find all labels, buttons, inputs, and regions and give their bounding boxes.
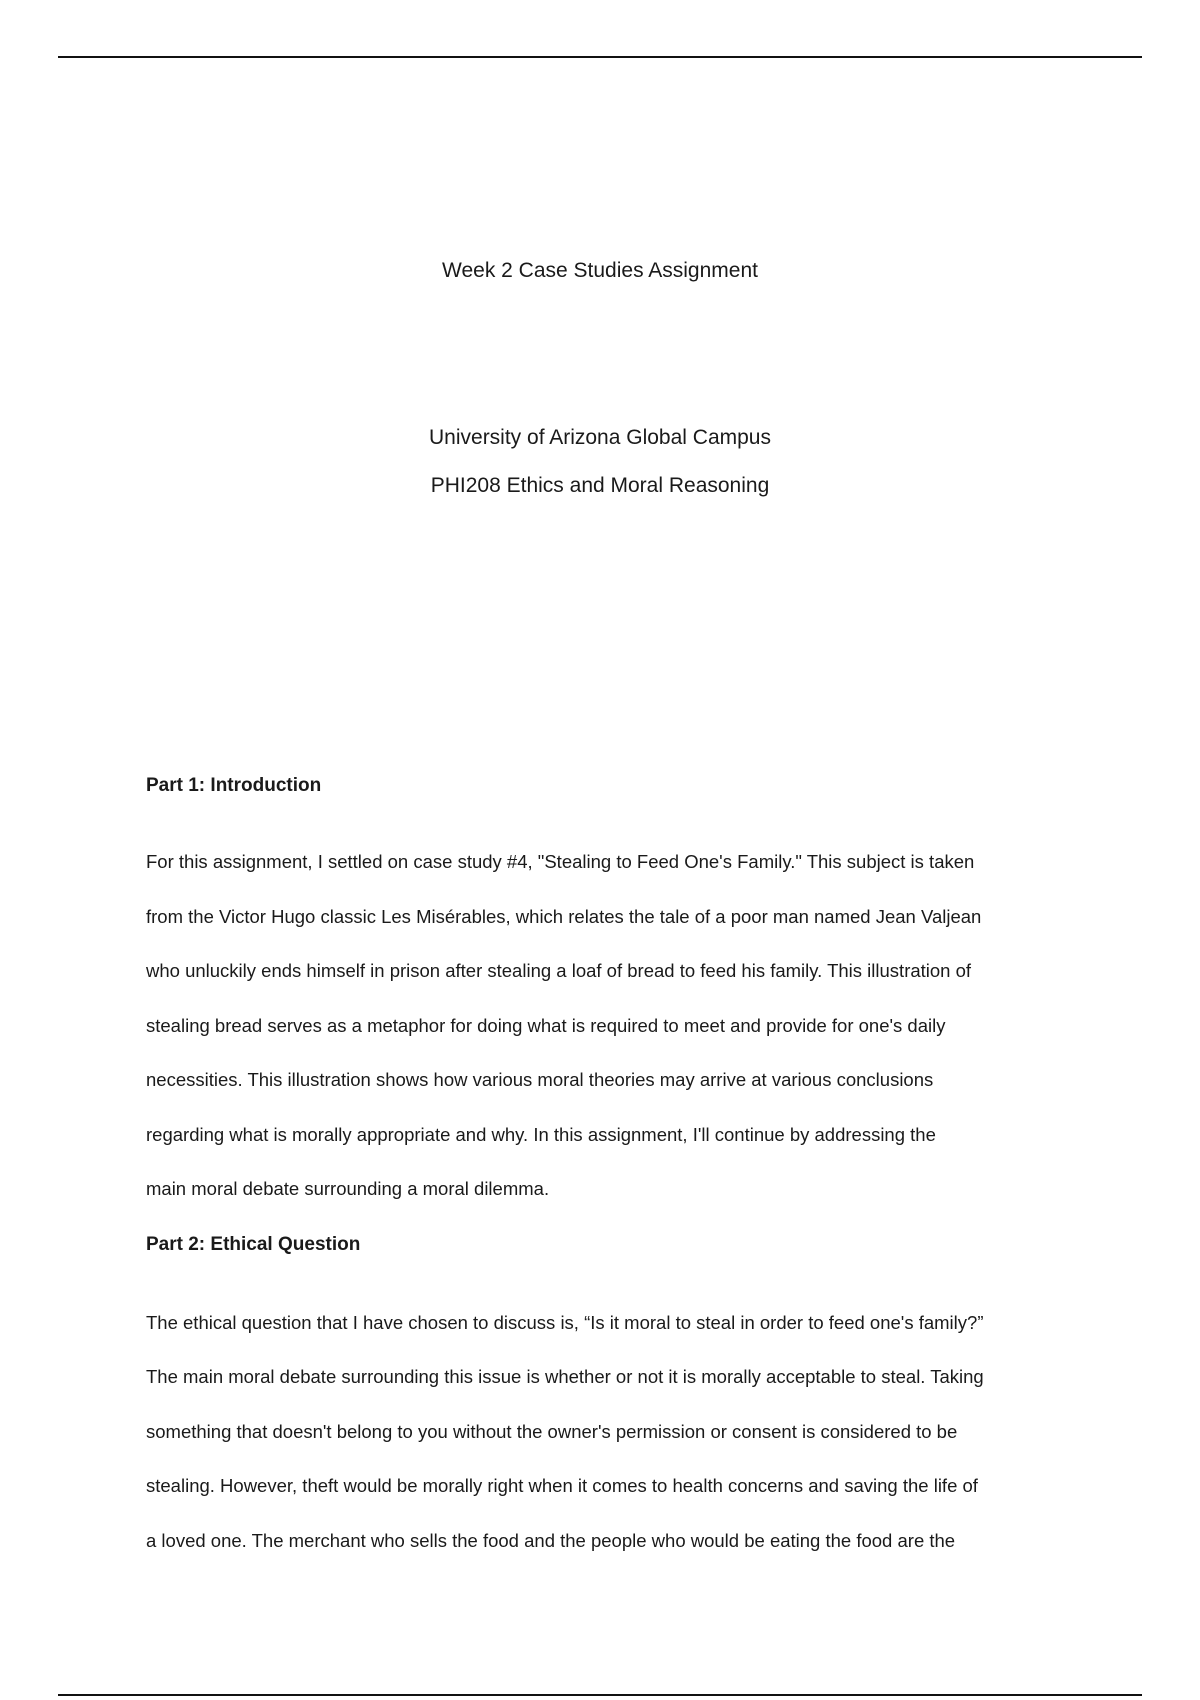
- document-title: Week 2 Case Studies Assignment: [442, 259, 758, 282]
- header-rule: [58, 56, 1142, 58]
- institution-name: University of Arizona Global Campus: [429, 426, 771, 449]
- paragraph-line: who unluckily ends himself in prison after stealing a loaf of bread to feed his family. This illustration of: [146, 960, 972, 981]
- paragraph-line: something that doesn't belong to you without the owner's permission or consent is considered to be: [146, 1420, 958, 1442]
- paragraph-ethical-question: [146, 1296, 1086, 1569]
- paragraph-line: stealing. However, theft would be morally right when it comes to health concerns and saving the life of: [146, 1475, 978, 1496]
- paragraph-line: For this assignment, I settled on case study #4, "Stealing to Feed One's Family." This subject is taken: [146, 851, 975, 872]
- paragraph-introduction: [146, 835, 1086, 1217]
- paragraph-line: The main moral debate surrounding this issue is whether or not it is morally acceptable to steal. Taking: [146, 1366, 984, 1387]
- section-heading-ethical-question: Part 2: Ethical Question: [146, 1233, 361, 1255]
- paragraph-line: main moral debate surrounding a moral dilemma.: [146, 1178, 550, 1199]
- footer-rule: [58, 1694, 1142, 1696]
- paragraph-line: a loved one. The merchant who sells the food and the people who would be eating the food are the: [146, 1529, 956, 1551]
- section-heading-introduction: Part 1: Introduction: [146, 775, 322, 796]
- paragraph-line: The ethical question that I have chosen to discuss is, “Is it moral to steal in order to feed one's family?”: [146, 1311, 984, 1333]
- paragraph-line: necessities. This illustration shows how various moral theories may arrive at various conclusions: [146, 1069, 934, 1090]
- paragraph-line: from the Victor Hugo classic Les Misérables, which relates the tale of a poor man named Jean Valjean: [146, 905, 982, 927]
- document-body: [146, 772, 1086, 1568]
- course-name: PHI208 Ethics and Moral Reasoning: [430, 474, 770, 497]
- paragraph-line: stealing bread serves as a metaphor for doing what is required to meet and provide for one's daily: [146, 1014, 946, 1036]
- paragraph-line: regarding what is morally appropriate and why. In this assignment, I'll continue by addressing the: [146, 1123, 936, 1145]
